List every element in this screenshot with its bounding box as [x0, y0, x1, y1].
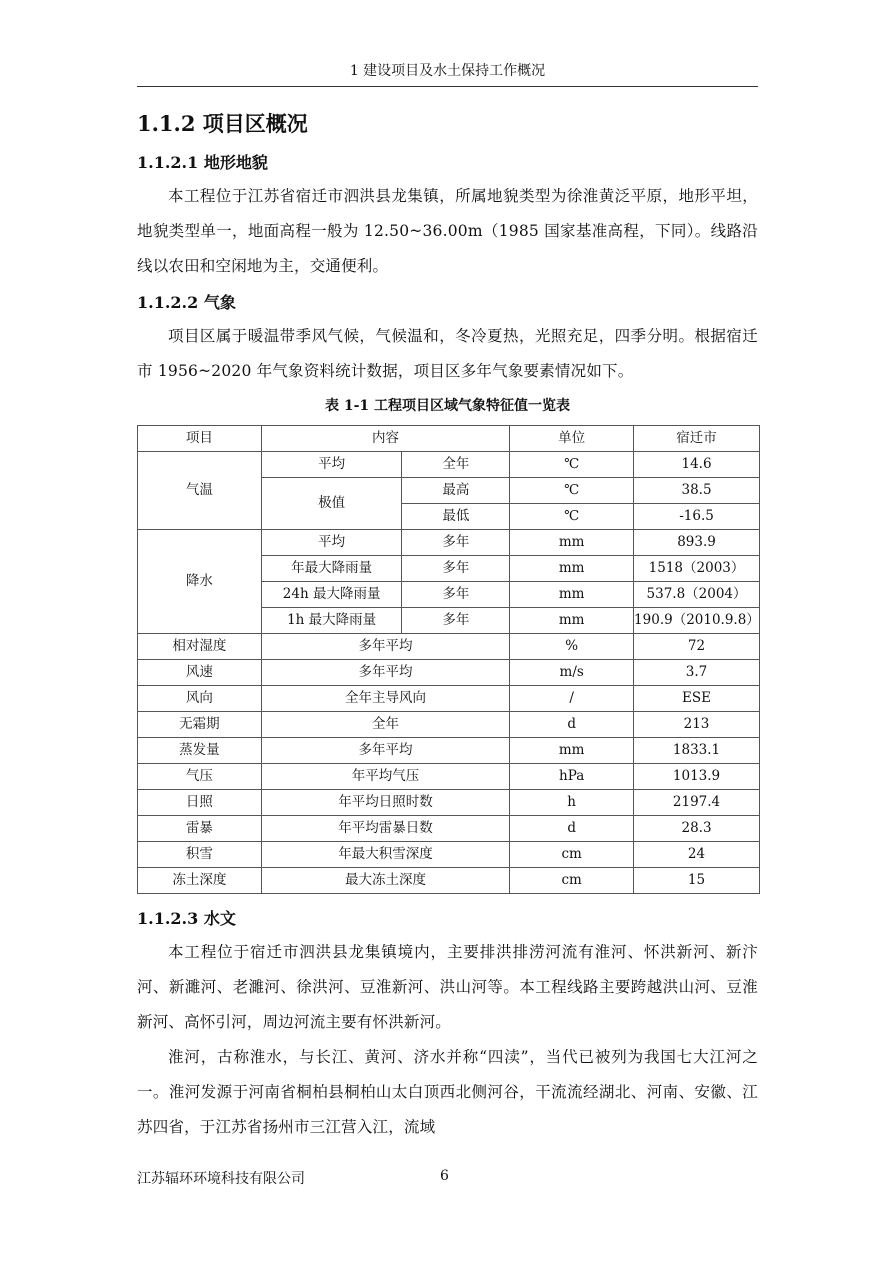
table-cell: cm [510, 842, 634, 868]
row-label: 积雪 [138, 842, 262, 868]
table-cell: 多年 [402, 556, 510, 582]
table-cell: mm [510, 738, 634, 764]
table-cell: m/s [510, 660, 634, 686]
table-cell: 多年 [402, 530, 510, 556]
table-cell: 24h 最大降雨量 [261, 582, 402, 608]
row-label: 冻土深度 [138, 868, 262, 894]
table-row [138, 816, 760, 842]
table-cell: 28.3 [634, 816, 760, 842]
table-cell: 平均 [261, 530, 402, 556]
table-cell: 最低 [402, 504, 510, 530]
table-cell: mm [510, 608, 634, 634]
table-cell: 38.5 [634, 478, 760, 504]
table-cell: / [510, 686, 634, 712]
table-cell: 多年 [402, 608, 510, 634]
climate-table [137, 425, 760, 894]
table-cell: ESE [634, 686, 760, 712]
row-label: 风向 [138, 686, 262, 712]
page-header: 1 建设项目及水土保持工作概况 [137, 60, 758, 87]
table-cell: 15 [634, 868, 760, 894]
table-row [138, 842, 760, 868]
table-cell: 最高 [402, 478, 510, 504]
table-cell: mm [510, 582, 634, 608]
table-cell: 2197.4 [634, 790, 760, 816]
table-row [138, 712, 760, 738]
table-cell: 多年平均 [261, 634, 510, 660]
terrain-heading: 1.1.2.1 地形地貌 [137, 153, 268, 172]
footer-company: 江苏辐环环境科技有限公司 [137, 1171, 305, 1187]
row-label: 风速 [138, 660, 262, 686]
table-cell: 全年 [402, 452, 510, 478]
header-cell: 单位 [510, 426, 634, 452]
table-cell: 年最大积雪深度 [261, 842, 510, 868]
table-cell: ℃ [510, 504, 634, 530]
terrain-paragraph: 本工程位于江苏省宿迁市泗洪县龙集镇，所属地貌类型为徐淮黄泛平原，地形平坦，地貌类型单一，地面高程一般为 12.50~36.00m（1985 国家基准高程，下同）。线路沿线以农田和空闲地为主，交通便利。 [137, 187, 758, 275]
table-cell: 年平均日照时数 [261, 790, 510, 816]
hydrology-paragraph-1: 本工程位于宿迁市泗洪县龙集镇境内，主要排洪排涝河流有淮河、怀洪新河、新汴河、新濉河、老濉河、徐洪河、豆淮新河、洪山河等。本工程线路主要跨越洪山河、豆淮新河、高怀引河，周边河流主要有怀洪新河。 [137, 943, 758, 1031]
table-cell: 极值 [261, 478, 402, 530]
table-cell: mm [510, 530, 634, 556]
table-row [138, 790, 760, 816]
row-label: 气温 [138, 452, 262, 530]
table-cell: ℃ [510, 478, 634, 504]
row-label: 蒸发量 [138, 738, 262, 764]
row-label: 相对湿度 [138, 634, 262, 660]
table-cell: 全年主导风向 [261, 686, 510, 712]
table-cell: ℃ [510, 452, 634, 478]
row-label: 雷暴 [138, 816, 262, 842]
table-cell: 平均 [261, 452, 402, 478]
table-cell: 72 [634, 634, 760, 660]
table-cell: 年最大降雨量 [261, 556, 402, 582]
table-cell: d [510, 816, 634, 842]
table-cell: 14.6 [634, 452, 760, 478]
row-label: 降水 [138, 530, 262, 634]
table-row [138, 530, 760, 556]
table-cell: 1h 最大降雨量 [261, 608, 402, 634]
header-cell: 项目 [138, 426, 262, 452]
table-cell: 24 [634, 842, 760, 868]
table-row [138, 634, 760, 660]
table-cell: 1518（2003） [634, 556, 760, 582]
table-cell: hPa [510, 764, 634, 790]
table-cell: % [510, 634, 634, 660]
table-cell: 1833.1 [634, 738, 760, 764]
table-cell: d [510, 712, 634, 738]
table-cell: 年平均气压 [261, 764, 510, 790]
table-cell: 最大冻土深度 [261, 868, 510, 894]
table-cell: 537.8（2004） [634, 582, 760, 608]
table-caption: 表 1-1 工程项目区域气象特征值一览表 [324, 398, 571, 414]
table-cell: 3.7 [634, 660, 760, 686]
row-label: 日照 [138, 790, 262, 816]
table-cell: mm [510, 556, 634, 582]
table-cell: 213 [634, 712, 760, 738]
table-cell: 年平均雷暴日数 [261, 816, 510, 842]
climate-paragraph: 项目区属于暖温带季风气候，气候温和，冬冷夏热，光照充足，四季分明。根据宿迁市 1956~2020 年气象资料统计数据，项目区多年气象要素情况如下。 [137, 327, 758, 380]
hydrology-heading: 1.1.2.3 水文 [137, 909, 236, 928]
table-row [138, 660, 760, 686]
table-cell: 190.9（2010.9.8） [634, 608, 760, 634]
table-row [138, 452, 760, 478]
table-cell: 1013.9 [634, 764, 760, 790]
table-row [138, 686, 760, 712]
section-title: 1.1.2 项目区概况 [137, 111, 308, 136]
table-cell: -16.5 [634, 504, 760, 530]
header-cell: 内容 [261, 426, 510, 452]
climate-heading: 1.1.2.2 气象 [137, 293, 236, 312]
table-cell: cm [510, 868, 634, 894]
table-cell: 893.9 [634, 530, 760, 556]
table-header-row [138, 426, 760, 452]
table-cell: h [510, 790, 634, 816]
table-cell: 多年 [402, 582, 510, 608]
table-row [138, 738, 760, 764]
row-label: 无霜期 [138, 712, 262, 738]
table-row [138, 764, 760, 790]
page-number: 6 [440, 1168, 449, 1184]
hydrology-paragraph-2: 淮河，古称淮水，与长江、黄河、济水并称“四渎”，当代已被列为我国七大江河之一。淮河发源于河南省桐柏县桐柏山太白顶西北侧河谷，干流流经湖北、河南、安徽、江苏四省，于江苏省扬州市三江营入江，流域 [137, 1048, 758, 1136]
row-label: 气压 [138, 764, 262, 790]
table-cell: 全年 [261, 712, 510, 738]
table-cell: 多年平均 [261, 660, 510, 686]
table-row [138, 868, 760, 894]
header-cell: 宿迁市 [634, 426, 760, 452]
table-cell: 多年平均 [261, 738, 510, 764]
